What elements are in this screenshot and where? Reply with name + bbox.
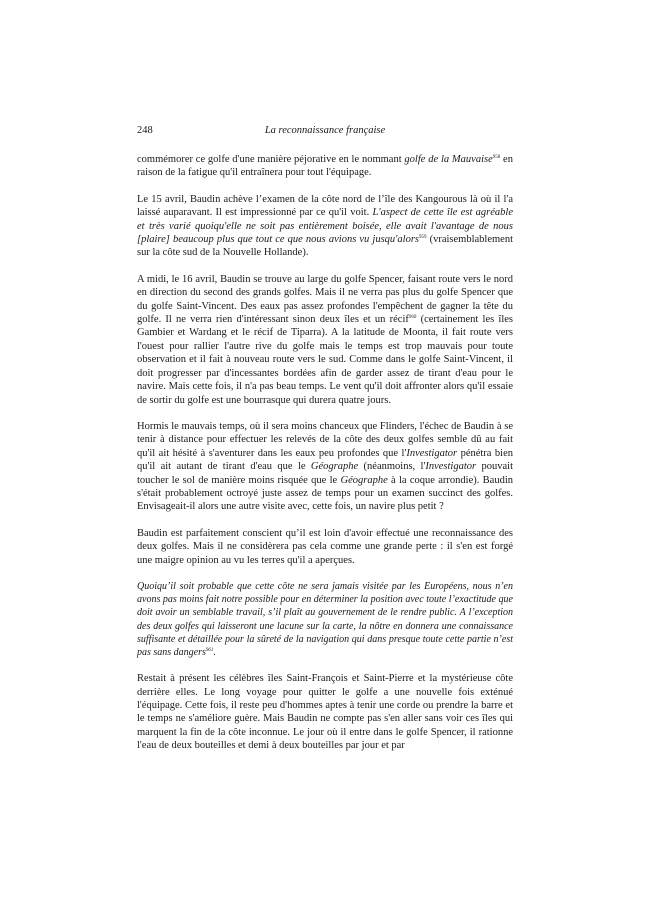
- page-number: 248: [137, 125, 153, 136]
- italic-text: golfe de la Mauvaise: [404, 154, 493, 165]
- italic-text: Géographe: [310, 461, 359, 473]
- text-run: pouvait toucher le sol de manière moins risquée que le: [137, 461, 513, 486]
- paragraph: [137, 273, 513, 407]
- text-run: à la coque arrondie). Baudin s'était probablement octroyé juste assez de temps pour un examen succinct des golfes. Envisageait-il alors une autre visite avec, cette fois, un navire plus petit ?: [137, 474, 513, 513]
- text-run: Hormis le mauvais temps, où il sera moins chanceux que Flinders, l'échec de Baudin à se tenir à distance pour effectuer les relevés de la côte des deux golfes semble dû au fait qu'il ait hésité à s'aventurer dans les eaux peu profondes que l': [137, 420, 513, 459]
- italic-text: L'aspect de cette île est agréable et très varié quoiqu'elle ne soit pas entièrement boisée, elle avait l'avantage de nous [plaire] beaucoup plus que tout ce que nous avions vu jusqu'alors: [137, 207, 513, 246]
- footnote-ref: 958: [492, 155, 501, 160]
- block-quote: [137, 580, 513, 659]
- paragraph: [137, 527, 513, 567]
- text-run: Le 15 avril, Baudin achève l’examen de la côte nord de l’île des Kangourous là où il l'a laissé auparavant. Il est impressionné par ce qu'il voit.: [137, 193, 513, 219]
- text-run: en raison de la fatigue qu'il entraînera pour tout l'équipage.: [137, 154, 513, 179]
- text-run: (vraisemblablement sur la côte sud de la Nouvelle Hollande).: [137, 234, 513, 259]
- text-run: A midi, le 16 avril, Baudin se trouve au large du golfe Spencer, faisant route vers le nord en direction du second des grands golfes. Mais il ne verra pas plus du golfe Spencer que du golfe Saint-Vincent. Des eaux pas assez profondes l'empêchent de gagner la tête du golfe. Il ne verra rien d'intéressant sinon deux îles et un récif: [137, 273, 513, 326]
- text-run: (certainement les îles Gambier et Wardang et le récif de Tiparra). A la latitude de Moonta, il fait route vers l'ouest pour rallier l'autre rive du golfe mais le temps est trop mauvais pour toute observation et il fait à nouveau route vers le sud. Comme dans le golfe Saint-Vincent, il doit progresser par d'incessantes bordées afin de garder assez de tirant d'eau pour le navire. Mais cette fois, il n'a pas beau temps. Le vent qu'il doit affronter alors qu'il essaie de sortir du golfe est une bourrasque qui durera quatre jours.: [137, 314, 513, 406]
- footnote-ref: 960: [408, 315, 417, 321]
- text-run: pénétra bien qu'il ait autant de tirant d'eau que le: [137, 447, 513, 473]
- text-run: Restait à présent les célèbres îles Saint-François et Saint-Pierre et la mystérieuse côte derrière elles. Le long voyage pour quitter le golfe a une nouvelle fois exténué l'équipage. Cette fois, il reste peu d'hommes aptes à tenir une corde ou prendre la barre et le temps ne s'améliore guère. Mais Baudin ne compte pas s'en aller sans voir ces îles qui marquent la fin de la côte inconnue. Le jour où il entre dans le golfe Spencer, il rationne l'eau de deux bouteilles et demi à deux bouteilles par jour et par: [137, 673, 513, 752]
- paragraph: [137, 193, 513, 260]
- paragraph: [137, 672, 513, 752]
- italic-text: Quoiqu’il soit probable que cette côte ne sera jamais visitée par les Européens, nous n’en avons pas moins fait notre possible pour en déterminer la position avec toute l’exactitude que doit avoir un semblable travail, s’il plaît au gouvernement de le rendre public. A l’exception des deux golfes qui laisseront une lacune sur la carte, la nôtre en donnera une connaissance suffisante et détaillée pour la sûreté de la navigation qui dans presque toute cette partie n’est pas sans dangers: [137, 580, 513, 658]
- paragraph: [137, 153, 513, 180]
- footnote-ref: 959: [419, 235, 427, 241]
- text-run: commémorer ce golfe d'une manière péjorative en le nommant: [137, 154, 405, 165]
- text-run: Baudin est parfaitement conscient qu’il est loin d'avoir effectué une reconnaissance des deux golfes. Mais il ne considèrera pas cela comme une grande perte : il s'en est forgé une maigre opinion au vu les terres qu'il a aperçues.: [137, 527, 513, 566]
- page-body: [137, 153, 513, 766]
- text-run: (néanmoins, l': [358, 461, 426, 473]
- text-run: .: [213, 646, 216, 658]
- footnote-ref: 961: [205, 647, 214, 653]
- running-title: La reconnaissance française: [264, 125, 386, 136]
- italic-text: Investigator: [406, 447, 458, 459]
- paragraph: [137, 420, 513, 514]
- italic-text: Géographe: [340, 474, 388, 486]
- italic-text: Investigator: [425, 461, 477, 473]
